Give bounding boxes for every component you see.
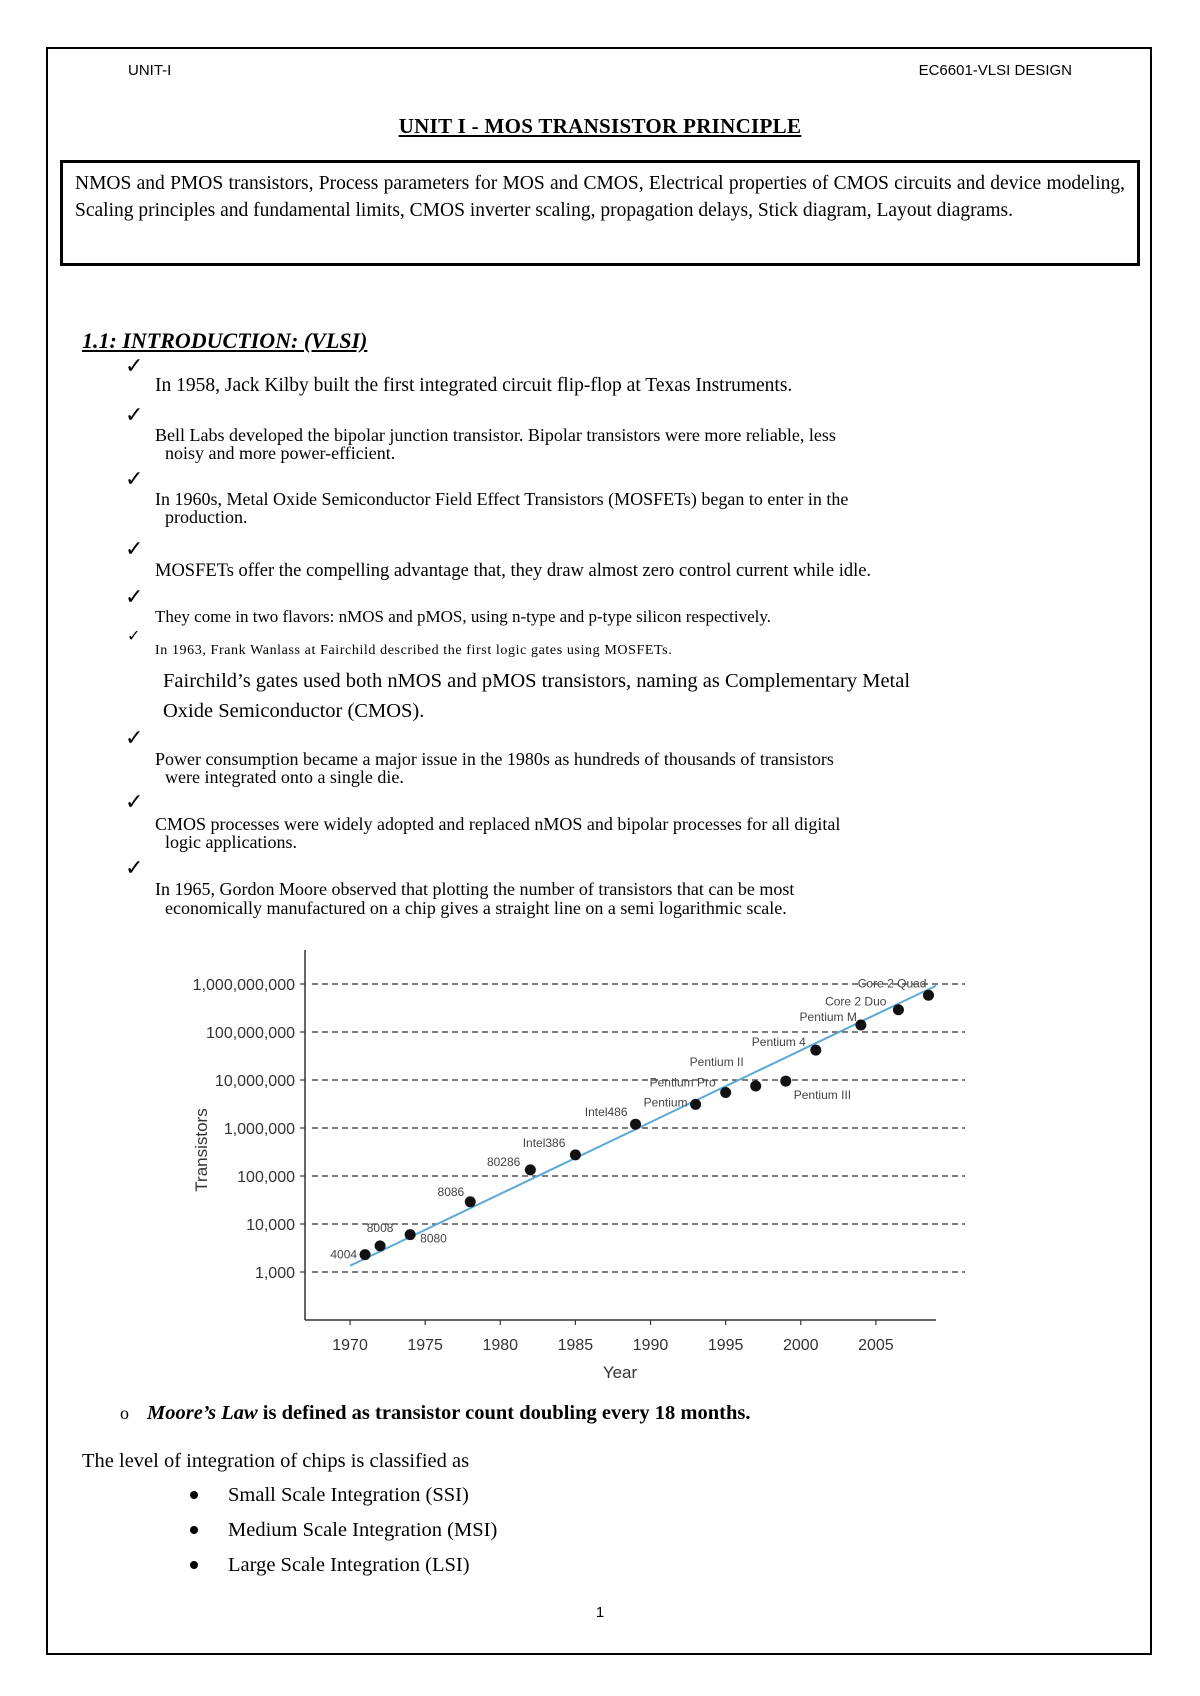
page-title: UNIT I - MOS TRANSISTOR PRINCIPLE	[398, 114, 802, 138]
check-icon: ✓	[125, 402, 144, 427]
bullet-text-line1: In 1960s, Metal Oxide Semiconductor Field Effect Transistors (MOSFETs) began to enter in the	[155, 489, 849, 509]
y-tick-label: 100,000	[237, 1169, 295, 1186]
moores-law-definition: is defined as transistor count doubling every 18 months.	[257, 1402, 751, 1424]
data-point	[465, 1196, 476, 1207]
x-tick-label: 1985	[557, 1337, 594, 1354]
data-point	[720, 1087, 731, 1098]
bullet-text-line1: MOSFETs offer the compelling advantage that, they draw almost zero control current while idle.	[155, 561, 872, 581]
data-point	[750, 1080, 761, 1091]
x-tick-label: 1990	[632, 1337, 669, 1354]
data-point-label: 80286	[486, 1154, 521, 1169]
bullet-text-line1: CMOS processes were widely adopted and replaced nMOS and bipolar processes for all digital	[155, 814, 841, 834]
data-point-label: Pentium Pro	[649, 1075, 716, 1090]
x-axis-label: Year	[602, 1363, 638, 1382]
data-point-label: Pentium M	[799, 1009, 857, 1024]
data-point-label: Core 2 Duo	[825, 994, 887, 1009]
x-tick-label: 2005	[858, 1337, 894, 1354]
list-item	[190, 1554, 497, 1589]
x-tick-label: 2000	[782, 1337, 819, 1354]
fairchild-note-line2: Oxide Semiconductor (CMOS).	[163, 700, 425, 722]
circle-bullet-icon: o	[120, 1403, 129, 1423]
x-tick-label: 1995	[707, 1337, 744, 1354]
page-number: 1	[595, 1604, 605, 1621]
bullet-text-line1: They come in two flavors: nMOS and pMOS, using n-type and p-type silicon respectively.	[155, 607, 771, 626]
x-tick-label: 1975	[407, 1337, 443, 1354]
check-icon: ✓	[125, 353, 144, 378]
data-point	[810, 1045, 821, 1056]
bullet-item	[155, 490, 1055, 526]
y-axis-label: Transistors	[192, 1108, 211, 1192]
data-point	[570, 1149, 581, 1160]
bullet-text-line2: economically manufactured on a chip gives a straight line on a semi logarithmic scale.	[165, 898, 787, 918]
chart-svg	[190, 950, 1070, 1400]
check-icon: ✓	[125, 725, 144, 750]
list-item	[190, 1484, 497, 1519]
syllabus-box	[60, 160, 1140, 266]
data-point-label: 8086	[437, 1184, 465, 1199]
bullet-item	[155, 643, 1055, 659]
bullet-dot-icon	[190, 1561, 198, 1569]
y-tick-label: 1,000,000,000	[192, 977, 295, 994]
data-point-label: Pentium II	[689, 1054, 744, 1069]
data-point	[525, 1164, 536, 1175]
data-point	[630, 1119, 641, 1130]
bullet-item	[155, 607, 1055, 627]
check-icon: ✓	[125, 789, 144, 814]
y-tick-label: 1,000,000	[223, 1121, 295, 1138]
data-point-label: Intel486	[584, 1105, 628, 1120]
bullet-item	[155, 561, 1055, 582]
data-point-label: Intel386	[522, 1135, 566, 1150]
syllabus-text: NMOS and PMOS transistors, Process parameters for MOS and CMOS, Electrical properties of CMOS circuits and device modeling, Scaling principles and fundamental limits, CMOS inverter scaling, propagation delays, Stick diagram, Layout diagrams.	[75, 173, 1125, 221]
bullet-dot-icon	[190, 1491, 198, 1499]
bullet-text-line2: logic applications.	[165, 832, 297, 852]
bullet-text-line1: Power consumption became a major issue in the 1980s as hundreds of thousands of transistors	[155, 749, 834, 769]
check-icon: ✓	[125, 536, 144, 561]
list-item	[190, 1519, 497, 1554]
moores-law-chart	[190, 950, 1070, 1400]
bullet-item	[155, 815, 1055, 851]
list-item-text: Small Scale Integration (SSI)	[228, 1484, 469, 1506]
data-point	[690, 1099, 701, 1110]
integration-list	[190, 1484, 497, 1589]
list-item-text: Medium Scale Integration (MSI)	[228, 1519, 498, 1541]
y-tick-label: 1,000	[254, 1265, 295, 1282]
data-point	[893, 1004, 904, 1015]
bullet-item	[155, 880, 1055, 918]
header-course: EC6601-VLSI DESIGN	[918, 62, 1072, 79]
bullet-text-line2: production.	[165, 507, 248, 527]
bullet-text-line1: In 1963, Frank Wanlass at Fairchild described the first logic gates using MOSFETs.	[155, 643, 673, 658]
moores-law-statement	[120, 1402, 750, 1425]
data-point	[780, 1076, 791, 1087]
y-tick-label: 10,000	[246, 1217, 295, 1234]
data-point	[923, 990, 934, 1001]
section-heading: 1.1: INTRODUCTION: (VLSI)	[82, 328, 368, 353]
fairchild-note	[163, 666, 1063, 726]
check-icon: ✓	[125, 584, 144, 609]
bullet-item	[155, 426, 1055, 462]
check-icon: ✓	[125, 466, 144, 491]
check-icon: ✓	[127, 628, 141, 645]
bullet-item	[155, 375, 1055, 397]
moores-law-term: Moore’s Law	[147, 1402, 258, 1424]
bullet-text-line1: Bell Labs developed the bipolar junction transistor. Bipolar transistors were more reliable, less	[155, 425, 836, 445]
check-icon: ✓	[125, 855, 144, 880]
data-point-label: 8008	[366, 1220, 394, 1235]
fairchild-note-line1: Fairchild’s gates used both nMOS and pMOS transistors, naming as Complementary Metal	[163, 670, 911, 692]
data-point-label: Pentium 4	[751, 1035, 806, 1050]
y-tick-label: 10,000,000	[214, 1073, 295, 1090]
data-point	[375, 1240, 386, 1251]
bullet-text-line1: In 1958, Jack Kilby built the first integrated circuit flip-flop at Texas Instruments.	[155, 375, 793, 396]
data-point	[855, 1019, 866, 1030]
bullet-text-line2: noisy and more power-efficient.	[165, 443, 396, 463]
header-unit: UNIT-I	[128, 62, 172, 79]
list-item-text: Large Scale Integration (LSI)	[228, 1554, 470, 1576]
data-point-label: 4004	[330, 1247, 358, 1262]
data-point	[360, 1249, 371, 1260]
integration-intro: The level of integration of chips is classified as	[82, 1450, 470, 1472]
bullet-dot-icon	[190, 1526, 198, 1534]
bullet-item	[155, 750, 1055, 786]
bullet-text-line2: were integrated onto a single die.	[165, 767, 404, 787]
data-point	[405, 1229, 416, 1240]
x-tick-label: 1970	[332, 1337, 368, 1354]
data-point-label: 8080	[420, 1231, 447, 1246]
y-tick-label: 100,000,000	[206, 1025, 295, 1042]
data-point-label: Core 2 Quad	[857, 976, 927, 991]
bullet-text-line1: In 1965, Gordon Moore observed that plotting the number of transistors that can be most	[155, 879, 795, 899]
data-point-label: Pentium III	[793, 1088, 852, 1103]
x-tick-label: 1980	[482, 1337, 519, 1354]
data-point-label: Pentium	[643, 1095, 688, 1110]
